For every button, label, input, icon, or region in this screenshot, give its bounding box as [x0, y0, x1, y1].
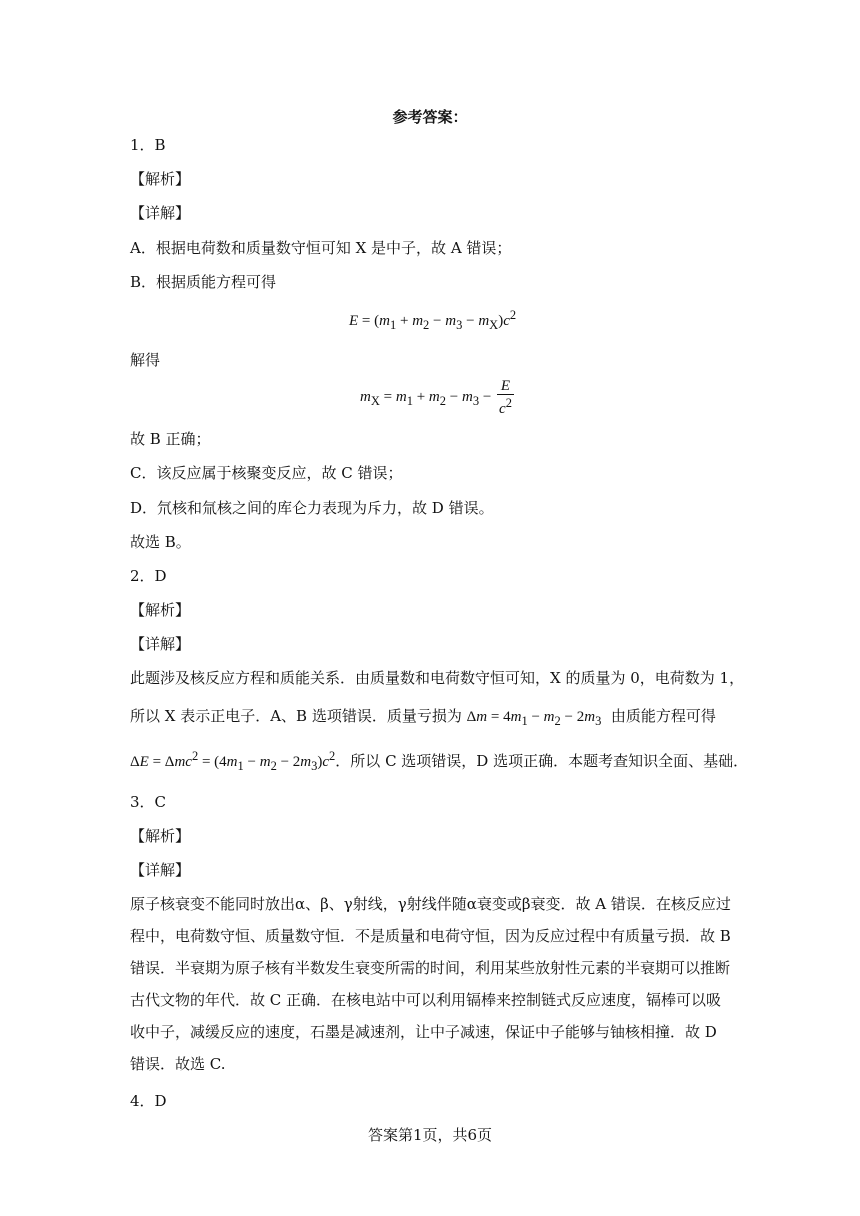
q1-option-a: A．根据电荷数和质量数守恒可知 X 是中子，故 A 错误；: [130, 239, 512, 257]
q2-line-2: [130, 705, 716, 729]
q1-equation-1: $E = (m_1 + m_2 - m_3 - m_X)c^2$: [349, 308, 517, 332]
q1-option-d: D．氘核和氚核之间的库仑力表现为斥力，故 D 错误。: [130, 499, 494, 517]
q3-line-2: 程中，电荷数守恒、质量数守恒．不是质量和电荷守恒，因为反应过程中有质量亏损．故 B: [130, 927, 731, 945]
q1-choice: 故选 B。: [130, 533, 191, 551]
q3-line-3: 错误．半衰期为原子核有半数发生衰变所需的时间，利用某些放射性元素的半衰期可以推断: [130, 959, 731, 977]
q1-detail-heading: 【详解】: [130, 204, 191, 222]
q3-answer: 3．C: [130, 793, 167, 811]
q3-detail-heading: 【详解】: [130, 861, 191, 879]
q2-line-2-tail: 由质能方程可得: [610, 707, 716, 725]
q2-line-3: [130, 749, 748, 774]
q2-answer: 2．D: [130, 567, 167, 585]
q2-analysis-heading: 【解析】: [130, 601, 191, 619]
q3-analysis-heading: 【解析】: [130, 827, 191, 845]
q2-energy-equation: $\Delta E = \Delta mc^2 = (4m_1 - m_2 - 2m_3)c^2$: [130, 749, 336, 773]
q3-line-1: 原子核衰变不能同时放出α、β、γ射线，γ射线伴随α衰变或β衰变．故 A 错误．在核反应过: [130, 895, 731, 913]
q1-analysis-heading: 【解析】: [130, 170, 191, 188]
q2-line-1: 此题涉及核反应方程和质能关系．由质量数和电荷数守恒可知，X 的质量为 0，电荷数为 1，: [130, 669, 745, 687]
q1-equation-2: $m_X = m_1 + m_2 - m_3$ − $\frac{E}{c^2}$: [360, 378, 512, 417]
page-footer: 答案第1页，共6页: [367, 1126, 493, 1144]
q1-answer: 1．B: [130, 136, 166, 154]
q2-line-3-text: ．所以 C 选项错误，D 选项正确．本题考查知识全面、基础．: [335, 752, 749, 770]
page-title: 参考答案：: [392, 108, 468, 126]
q1-solve-label: 解得: [130, 351, 161, 369]
q1-option-c: C．该反应属于核聚变反应，故 C 错误；: [130, 464, 403, 482]
q4-answer: 4．D: [130, 1092, 167, 1110]
q1-b-conclusion: 故 B 正确；: [130, 430, 211, 448]
q1-option-b: B．根据质能方程可得: [130, 273, 277, 291]
q2-detail-heading: 【详解】: [130, 635, 191, 653]
q2-mass-defect-equation: $\Delta m = 4m_1 - m_2 - 2m_3$: [466, 709, 602, 728]
q3-line-6: 错误．故选 C.: [130, 1055, 226, 1073]
q2-line-2-text: 所以 X 表示正电子．A、B 选项错误．质量亏损为: [130, 707, 462, 725]
q3-line-4: 古代文物的年代．故 C 正确．在核电站中可以利用镉棒来控制链式反应速度，镉棒可以吸: [130, 991, 722, 1009]
q3-line-5: 收中子，减缓反应的速度，石墨是减速剂，让中子减速，保证中子能够与铀核相撞．故 D: [130, 1023, 717, 1041]
